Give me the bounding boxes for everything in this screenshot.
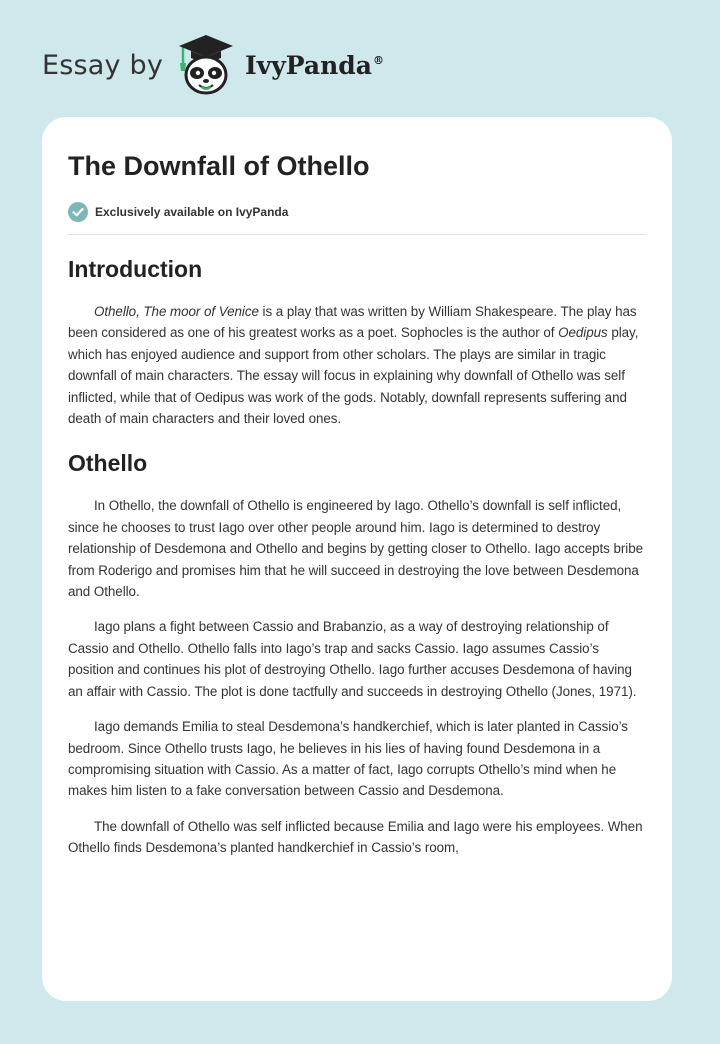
essay-paragraph <box>68 716 646 802</box>
essay-paragraph <box>68 301 646 429</box>
paragraph-text: play, which has enjoyed audience and support from other scholars. The plays are similar in tragic downfall of main characters. The essay will focus in explaining why downfall of Othello was self inflicted, while that of Oedipus was work of the gods. Notably, downfall represents suffering and death of main characters and their loved ones. <box>68 325 639 427</box>
exclusive-badge <box>68 201 646 223</box>
paragraph-text: Iago demands Emilia to steal Desdemona’s handkerchief, which is later planted in Cassio’s bedroom. Since Othello trusts Iago, he believes in his lies of having found Desdemona in a compromising situation with Cassio. As a matter of fact, Iago corrupts Othello’s mind when he makes him listen to a fake conversation between Cassio and Desdemona. <box>68 719 628 799</box>
italic-title-text: Othello, The moor of Venice <box>94 304 259 319</box>
brand-prefix: Essay by <box>42 49 164 81</box>
paragraph-text: Iago plans a fight between Cassio and Brabanzio, as a way of destroying relationship of Cassio and Othello. Othello falls into Iago’s trap and sacks Cassio. Iago assumes Cassio’s position and continues his plot of destroying Othello. Iago further accuses Desdemona of having an affair with Cassio. The plot is done tactfully and succeeds in destroying Othello (Jones, 1971). <box>68 619 637 699</box>
essay-paragraph <box>68 495 646 602</box>
essay-paragraph <box>68 616 646 702</box>
section-heading: Introduction <box>68 256 203 282</box>
italic-title-text: Oedipus <box>558 325 608 341</box>
section-heading: Othello <box>68 450 148 477</box>
exclusive-label: Exclusively available on IvyPanda <box>95 205 289 219</box>
essay-card <box>42 117 672 1001</box>
paragraph-text: The downfall of Othello was self inflicted because Emilia and Iago were his employees. When Othello finds Desdemona’s planted handkerchief in Cassio’s room, <box>68 818 643 856</box>
essay-title: The Downfall of Othello <box>68 151 370 181</box>
paragraph-text: In Othello, the downfall of Othello is engineered by Iago. Othello’s downfall is self inflicted, since he chooses to trust Iago over other people around him. Iago is determined to destroy relationship of Desdemona and Othello and begins by getting closer to Othello. Iago accepts bribe from Roderigo and promises him that he will succeed in destroying the love between Desdemona and Othello. <box>68 498 644 600</box>
title-divider <box>68 234 646 235</box>
panda-graduation-cap-icon <box>177 33 235 97</box>
brand-header <box>42 30 384 100</box>
brand-name: IvyPanda® <box>245 50 384 80</box>
essay-paragraph <box>68 816 646 859</box>
essay-body <box>68 255 646 859</box>
paragraph-text: is a play that was written by William Shakespeare. The play has been considered as one of his greatest works as a poet. Sophocles is the author of <box>68 304 637 341</box>
check-circle-icon <box>68 202 88 222</box>
